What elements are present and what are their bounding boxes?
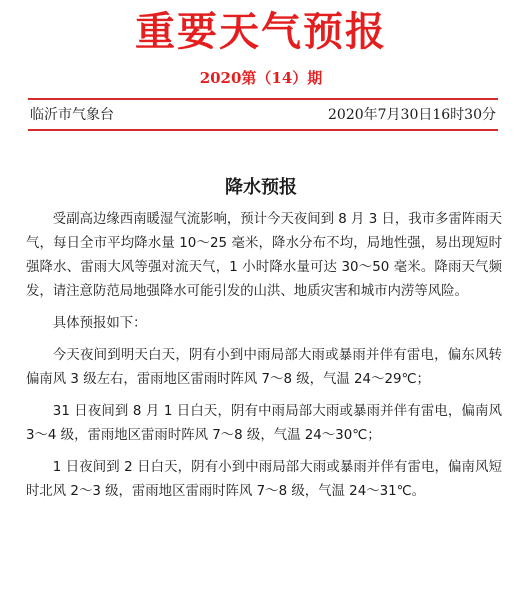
bulletin-body <box>26 208 502 512</box>
issuer-name: 临沂市气象台 <box>30 107 114 123</box>
issue-datetime: 2020年7月30日16时30分 <box>328 107 496 123</box>
issuer-row <box>30 104 496 126</box>
forecast-intro-paragraph: 具体预报如下： <box>52 316 147 331</box>
intro-paragraph: 受副高边缘西南暖湿气流影响，预计今天夜间到 8 月 3 日，我市多雷阵雨天气，每日全市平均降水量 10～25 毫米，降水分布不均，局地性强，易出现短时强降水、雷雨大风等强对流天气，1 小时降水量可达 30～50 毫米。降雨天气频发，请注意防范局地强降水可能引发的山洪、地质灾害和城市内涝等风险。 <box>26 212 502 299</box>
bulletin-title: 重要天气预报 <box>135 9 387 55</box>
header-bottom-rule <box>28 129 498 131</box>
section-heading: 降水预报 <box>225 177 297 198</box>
header-top-rule <box>28 98 498 100</box>
forecast-paragraph-tonight: 今天夜间到明天白天，阴有小到中雨局部大雨或暴雨并伴有雷电，偏东风转偏南风 3 级左右，雷雨地区雷雨时阵风 7～8 级，气温 24～29℃； <box>26 348 502 387</box>
issue-number: 2020第（14）期 <box>199 69 323 87</box>
forecast-paragraph-1st: 1 日夜间到 2 日白天，阴有小到中雨局部大雨或暴雨并伴有雷电，偏南风短时北风 2～3 级，雷雨地区雷雨时阵风 7～8 级，气温 24～31℃。 <box>26 460 502 499</box>
forecast-paragraph-31st: 31 日夜间到 8 月 1 日白天，阴有中雨局部大雨或暴雨并伴有雷电，偏南风 3～4 级，雷雨地区雷雨时阵风 7～8 级，气温 24～30℃； <box>26 404 502 443</box>
